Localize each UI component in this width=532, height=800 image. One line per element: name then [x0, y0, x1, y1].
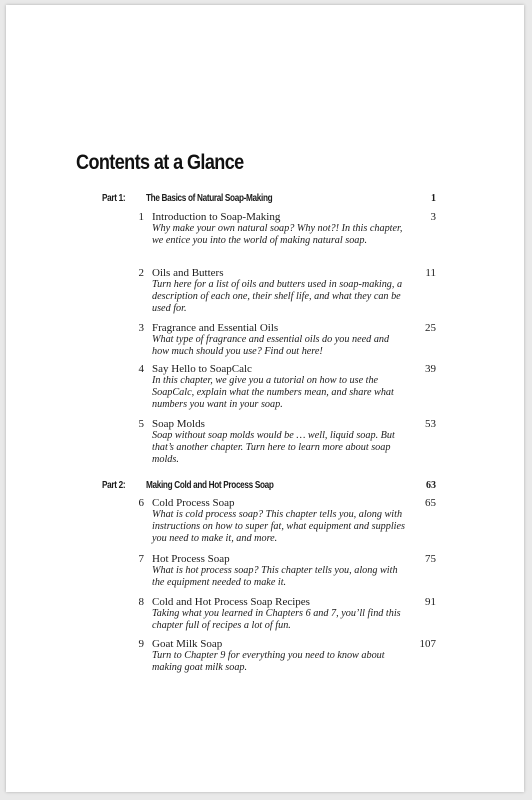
chapter-page-number: 53	[425, 418, 436, 430]
chapter-number: 8	[138, 596, 144, 608]
chapter-page-number: 75	[425, 553, 436, 565]
chapter-description: What type of fragrance and essential oils do you need and how much should you use? Find out here!	[152, 334, 390, 357]
chapter-title: Cold Process Soap	[152, 497, 235, 509]
chapter-number: 3	[138, 322, 144, 334]
chapter-description: Taking what you learned in Chapters 6 and 7, you’ll find this chapter full of recipes a lot of fun.	[152, 608, 401, 631]
chapter-title: Say Hello to SoapCalc	[152, 363, 252, 375]
chapter-description: Turn here for a list of oils and butters used in soap-making, a description of each one, their shelf life, and what they can be used for.	[152, 279, 403, 314]
part-label: Part 1:	[102, 193, 126, 204]
chapter-description: Why make your own natural soap? Why not?! In this chapter, we entice you into the world of making natural soap.	[152, 223, 403, 246]
chapter-page-number: 25	[425, 322, 436, 334]
chapter-title: Introduction to Soap-Making	[152, 211, 281, 223]
chapter-number: 4	[138, 363, 144, 375]
part-title: Making Cold and Hot Process Soap	[146, 480, 274, 491]
chapter-page-number: 91	[425, 596, 436, 608]
chapter-page-number: 11	[425, 267, 436, 279]
chapter-number: 7	[138, 553, 144, 565]
chapter-description: Soap without soap molds would be … well, liquid soap. But that’s another chapter. Turn here to learn more about soap molds.	[152, 430, 395, 465]
page-title: Contents at a Glance	[76, 151, 244, 174]
chapter-title: Cold and Hot Process Soap Recipes	[152, 596, 310, 608]
part-page-number: 63	[426, 480, 436, 491]
chapter-number: 1	[138, 211, 144, 223]
part-title: The Basics of Natural Soap-Making	[146, 193, 273, 204]
chapter-title: Goat Milk Soap	[152, 638, 223, 650]
chapter-number: 2	[138, 267, 144, 279]
chapter-description: What is hot process soap? This chapter tells you, along with the equipment needed to make it.	[152, 565, 398, 588]
part-heading-1	[76, 192, 436, 205]
chapter-description: In this chapter, we give you a tutorial on how to use the SoapCalc, explain what the numbers mean, and share what numbers you want in your soap.	[152, 375, 394, 410]
chapter-description: What is cold process soap? This chapter tells you, along with instructions on how to super fat, what equipment and supplies you need to make it, and more.	[152, 509, 405, 544]
part-page-number: 1	[431, 193, 436, 204]
chapter-number: 9	[138, 638, 144, 650]
chapter-page-number: 3	[430, 211, 436, 223]
chapter-page-number: 65	[425, 497, 436, 509]
chapter-page-number: 39	[425, 363, 436, 375]
chapter-description: Turn to Chapter 9 for everything you need to know about making goat milk soap.	[152, 650, 385, 673]
part-heading-2	[76, 479, 436, 492]
chapter-title: Soap Molds	[152, 418, 205, 430]
part-label: Part 2:	[102, 480, 126, 491]
chapter-page-number: 107	[419, 638, 436, 650]
chapter-title: Fragrance and Essential Oils	[152, 322, 279, 334]
chapter-number: 5	[138, 418, 144, 430]
chapter-number: 6	[138, 497, 144, 509]
chapter-title: Hot Process Soap	[152, 553, 230, 565]
chapter-title: Oils and Butters	[152, 267, 224, 279]
document-page	[6, 5, 524, 792]
